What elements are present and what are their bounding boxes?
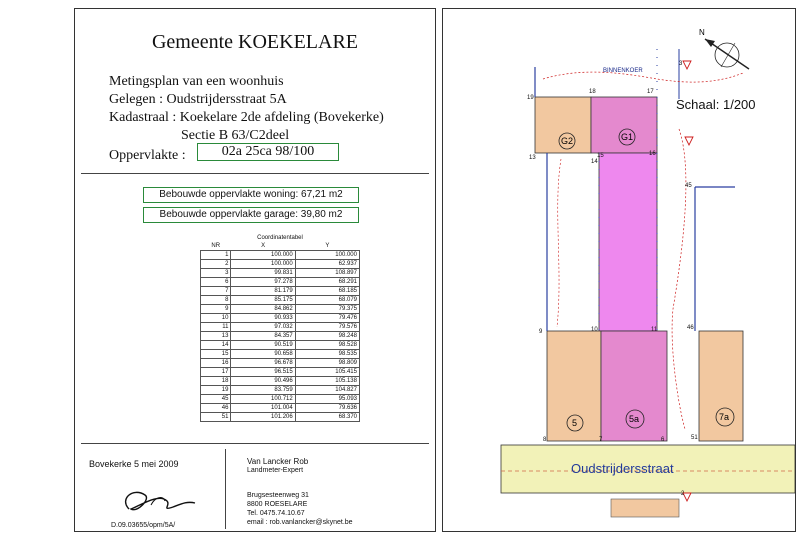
table-cell: 98.528 (295, 341, 359, 350)
table-cell: 105.415 (295, 368, 359, 377)
parcel-7a (699, 331, 743, 441)
table-row (201, 341, 360, 350)
table-cell: 7 (201, 287, 231, 296)
table-cell: 19 (201, 386, 231, 395)
table-cell: 51 (201, 413, 231, 422)
point-label: 6 (661, 437, 665, 443)
table-cell: 97.032 (231, 323, 295, 332)
table-cell: 105.138 (295, 377, 359, 386)
table-row (201, 314, 360, 323)
table-cell: 90.496 (231, 377, 295, 386)
table-cell: 99.831 (231, 269, 295, 278)
table-row (201, 296, 360, 305)
table-cell: 97.278 (231, 278, 295, 287)
footer-divider (225, 449, 226, 529)
divider (81, 173, 429, 174)
table-cell: 85.175 (231, 296, 295, 305)
surveyor-address2: 8800 ROESELARE (247, 501, 308, 508)
built-area-house: Bebouwde oppervlakte woning: 67,21 m2 (143, 187, 359, 203)
plan-sheet (442, 8, 796, 532)
table-cell: 11 (201, 323, 231, 332)
surveyor-title: Landmeter-Expert (247, 467, 304, 474)
annotation-curve (672, 129, 686, 429)
table-row (201, 368, 360, 377)
parcel-label: 5a (629, 414, 640, 424)
table-cell: 98.535 (295, 350, 359, 359)
table-cell: 17 (201, 368, 231, 377)
info-line-type: Metingsplan van een woonhuis (109, 74, 284, 89)
table-cell: 84.357 (231, 332, 295, 341)
point-label: 45 (685, 183, 692, 189)
table-cell: 79.375 (295, 305, 359, 314)
point-label: 13 (529, 155, 536, 161)
parcel-label: 5 (572, 418, 578, 428)
point-label: 7 (599, 437, 603, 443)
table-cell: 9 (201, 305, 231, 314)
table-cell: 96.515 (231, 368, 295, 377)
point-label: 10 (591, 327, 598, 333)
table-cell: 45 (201, 395, 231, 404)
table-row (201, 404, 360, 413)
table-cell: 101.004 (231, 404, 295, 413)
title-sheet (74, 8, 436, 532)
surveyor-tel: Tel. 0475.74.10.67 (247, 510, 305, 517)
surveyor-email: email : rob.vanlancker@skynet.be (247, 519, 353, 526)
table-cell: 90.519 (231, 341, 295, 350)
water-edge (543, 72, 743, 82)
table-cell: 90.933 (231, 314, 295, 323)
table-cell: 6 (201, 278, 231, 287)
survey-marker-icon (685, 137, 693, 145)
point-label: 3 (679, 61, 683, 67)
annotation-curve (557, 159, 561, 327)
table-row (201, 305, 360, 314)
table-cell: 46 (201, 404, 231, 413)
table-cell: 18 (201, 377, 231, 386)
point-label: 8 (543, 437, 547, 443)
opposite-parcel (611, 499, 679, 517)
divider (81, 443, 429, 444)
table-cell: 79.476 (295, 314, 359, 323)
info-line-section: Sectie B 63/C2deel (181, 128, 290, 143)
coordinate-table (200, 235, 360, 422)
date-line: Bovekerke 5 mei 2009 (89, 459, 179, 469)
table-row (201, 332, 360, 341)
table-row (201, 287, 360, 296)
table-cell: 68.291 (295, 278, 359, 287)
table-cell: 13 (201, 332, 231, 341)
table-caption: Coordinatentabel (257, 235, 303, 241)
table-cell: 81.179 (231, 287, 295, 296)
table-cell: 96.678 (231, 359, 295, 368)
table-cell: 79.576 (295, 323, 359, 332)
point-label: 14 (591, 159, 598, 165)
table-row (201, 260, 360, 269)
table-row (201, 377, 360, 386)
parcel-label: G1 (621, 132, 634, 142)
table-row (201, 323, 360, 332)
point-label: 51 (691, 435, 698, 441)
table-cell: 83.759 (231, 386, 295, 395)
table-cell: 108.897 (295, 269, 359, 278)
table-cell: 101.206 (231, 413, 295, 422)
table-cell: 100.000 (231, 251, 295, 260)
parcel-5a (601, 331, 667, 441)
table-cell: 100.712 (231, 395, 295, 404)
table-cell: 16 (201, 359, 231, 368)
table-cell: 62.937 (295, 260, 359, 269)
col-header: Y (325, 243, 330, 249)
signature (111, 479, 201, 519)
table-cell: 2 (201, 260, 231, 269)
surveyor-address1: Brugsesteenweg 31 (247, 492, 309, 499)
point-label: 46 (687, 325, 694, 331)
table-cell: 104.827 (295, 386, 359, 395)
point-label: 16 (649, 151, 656, 157)
table-cell: 10 (201, 314, 231, 323)
street-label: Oudstrijdersstraat (571, 461, 674, 476)
table-cell: 3 (201, 269, 231, 278)
table-cell: 84.862 (231, 305, 295, 314)
table-cell: 79.636 (295, 404, 359, 413)
water-label: BINNENKOER (603, 68, 643, 74)
table-row (201, 251, 360, 260)
table-row (201, 278, 360, 287)
table-row (201, 269, 360, 278)
table-cell: 100.000 (295, 251, 359, 260)
info-line-cadastral: Kadastraal : Koekelare 2de afdeling (Bovekerke) (109, 110, 384, 125)
point-label: 15 (597, 153, 604, 159)
table-cell: 1 (201, 251, 231, 260)
scale-label: Schaal: 1/200 (676, 97, 756, 112)
file-reference: D.09.03655/opm/5A/ (111, 522, 176, 529)
table-cell: 100.000 (231, 260, 295, 269)
table-cell: 68.370 (295, 413, 359, 422)
table-row (201, 350, 360, 359)
col-header: X (261, 243, 266, 249)
table-cell: 15 (201, 350, 231, 359)
table-row (201, 359, 360, 368)
municipality-title: Gemeente KOEKELARE (151, 31, 359, 53)
table-cell: 98.248 (295, 332, 359, 341)
table-cell: 14 (201, 341, 231, 350)
site-plan (443, 9, 797, 533)
table-cell: 68.079 (295, 296, 359, 305)
survey-marker-icon (683, 61, 691, 69)
north-arrow-icon (699, 28, 749, 69)
area-value-box: 02a 25ca 98/100 (197, 143, 339, 161)
point-label: 18 (589, 89, 596, 95)
svg-text:N: N (699, 28, 705, 37)
built-area-garage: Bebouwde oppervlakte garage: 39,80 m2 (143, 207, 359, 223)
col-header: NR (211, 243, 221, 249)
surveyor-name: Van Lancker Rob (247, 457, 309, 466)
table-cell: 95.093 (295, 395, 359, 404)
point-label: 9 (539, 329, 543, 335)
table-cell: 68.185 (295, 287, 359, 296)
table-row (201, 386, 360, 395)
surveyor-block (247, 457, 353, 527)
table-row (201, 395, 360, 404)
table-cell: 8 (201, 296, 231, 305)
info-line-location: Gelegen : Oudstrijdersstraat 5A (109, 92, 287, 107)
parcel-label: G2 (561, 136, 574, 146)
parcel-garden (599, 153, 657, 331)
table-cell: 98.809 (295, 359, 359, 368)
point-label: 17 (647, 89, 654, 95)
point-label: 11 (651, 327, 658, 333)
info-line-area-label: Oppervlakte : (109, 148, 186, 163)
point-label: 19 (527, 95, 534, 101)
parcel-label: 7a (719, 412, 730, 422)
table-cell: 90.658 (231, 350, 295, 359)
table-row (201, 413, 360, 422)
point-label: 2 (681, 491, 685, 497)
